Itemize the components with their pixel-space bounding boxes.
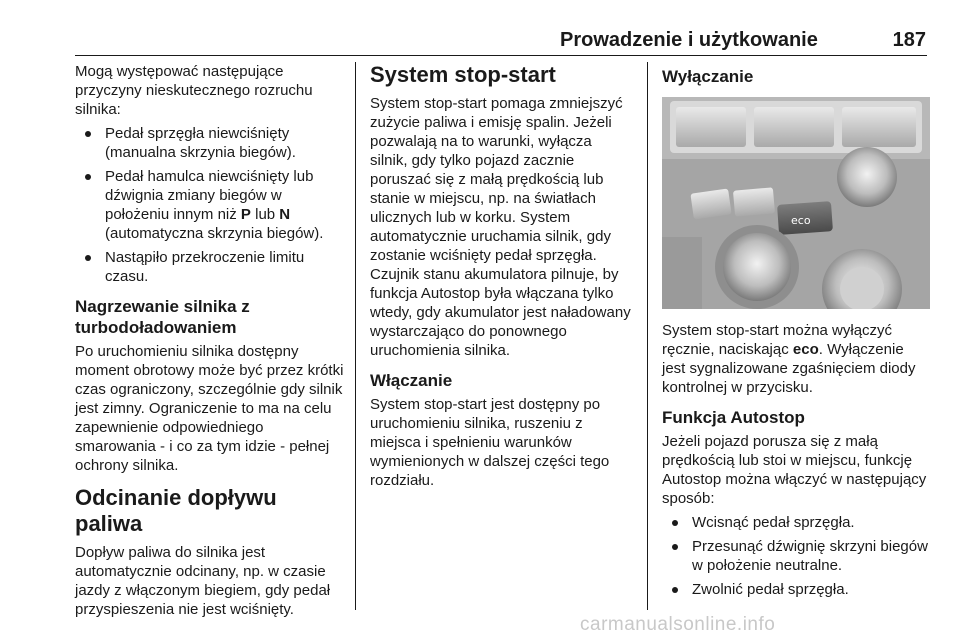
column-divider <box>647 62 648 610</box>
autostop-steps-list <box>662 513 930 599</box>
fuel-cutoff-heading: Odcinanie dopływu paliwa <box>75 485 277 536</box>
eco-label: eco <box>792 341 819 358</box>
list-item: Zwolnić pedał sprzęgła. <box>662 580 930 599</box>
list-item: Pedał sprzęgła niewciśnięty (manualna skrzynia biegów). <box>75 124 347 162</box>
autostop-text: Jeżeli pojazd porusza się z małą prędkością lub stoi w miejscu, funkcję Autostop można włączyć w następujący sposób: <box>662 433 927 507</box>
list-item: Pedał hamulca niewciśnięty lub dźwignia zmiany biegów w położeniu innym niż P lub N (automatyczna skrzynia biegów). <box>75 167 347 243</box>
deactivation-text: System stop-start można wyłączyć ręcznie, naciskając eco. Wyłączenie jest sygnalizowane zgaśnięciem diody kontrolnej w przycisku. <box>662 322 916 396</box>
gear-p: P <box>240 206 251 223</box>
stop-start-text: System stop-start pomaga zmniejszyć zużycie paliwa i emisję spalin. Jeżeli pozwalają na to warunki, wyłącza silnik, gdy tylko pojazd zacznie poruszać się z małą prędkością lub stanie w miejscu, np. na światłach ulicznych lub w korku. System automatycznie uruchamia silnik, gdy zostanie wciśnięty pedał sprzęgła. Czujnik stanu akumulatora pilnuje, by funkcja Autostop była włączana tylko wtedy, gdy akumulator jest naładowany wystarczająco do ponownego uruchomienia silnika. <box>370 95 631 359</box>
activation-text: System stop-start jest dostępny po uruchomieniu silnika, ruszeniu z miejsca i spełnieniu warunków wymienionych w dalszej części tego rozdziału. <box>370 396 610 489</box>
gear-n: N <box>279 206 291 223</box>
eco-button-photo <box>662 97 930 309</box>
autostop-heading: Funkcja Autostop <box>662 408 805 427</box>
column-divider <box>355 62 356 610</box>
failure-causes-list <box>75 124 347 286</box>
watermark: carmanualsonline.info <box>580 614 776 635</box>
turbo-text: Po uruchomieniu silnika dostępny moment obrotowy może być przez krótki czas ograniczony, szczególnie gdy silnik jest zimny. Ograniczenie to ma na celu zapewnienie odpowiedniego smarowania - i co za tym idzie - pełnej ochrony silnika. <box>75 343 344 474</box>
list-item: Przesunąć dźwignię skrzyni biegów w położenie neutralne. <box>662 537 930 575</box>
fuel-cutoff-text: Dopływ paliwa do silnika jest automatycznie odcinany, np. w czasie jazdy z włączonym biegiem, gdy pedał przyspieszenia nie jest wciśnięty. <box>75 544 331 618</box>
list-item: Wcisnąć pedał sprzęgła. <box>662 513 930 532</box>
column-right <box>662 62 930 599</box>
intro-text: Mogą występować następujące przyczyny nieskutecznego rozruchu silnika: <box>75 63 313 118</box>
eco-button-label: eco <box>791 214 811 227</box>
page-number: 187 <box>892 29 926 51</box>
list-item: Nastąpiło przekroczenie limitu czasu. <box>75 248 347 286</box>
deactivation-heading: Wyłączanie <box>662 67 754 86</box>
activation-heading: Włączanie <box>370 371 453 390</box>
page-header <box>560 22 926 52</box>
turbo-heading: Nagrzewanie silnika z turbodoładowaniem <box>75 297 250 337</box>
stop-start-heading: System stop-start <box>370 62 556 87</box>
header-title: Prowadzenie i użytkowanie <box>560 29 818 51</box>
column-middle <box>370 62 632 490</box>
column-left <box>75 62 347 619</box>
header-rule <box>75 55 927 56</box>
